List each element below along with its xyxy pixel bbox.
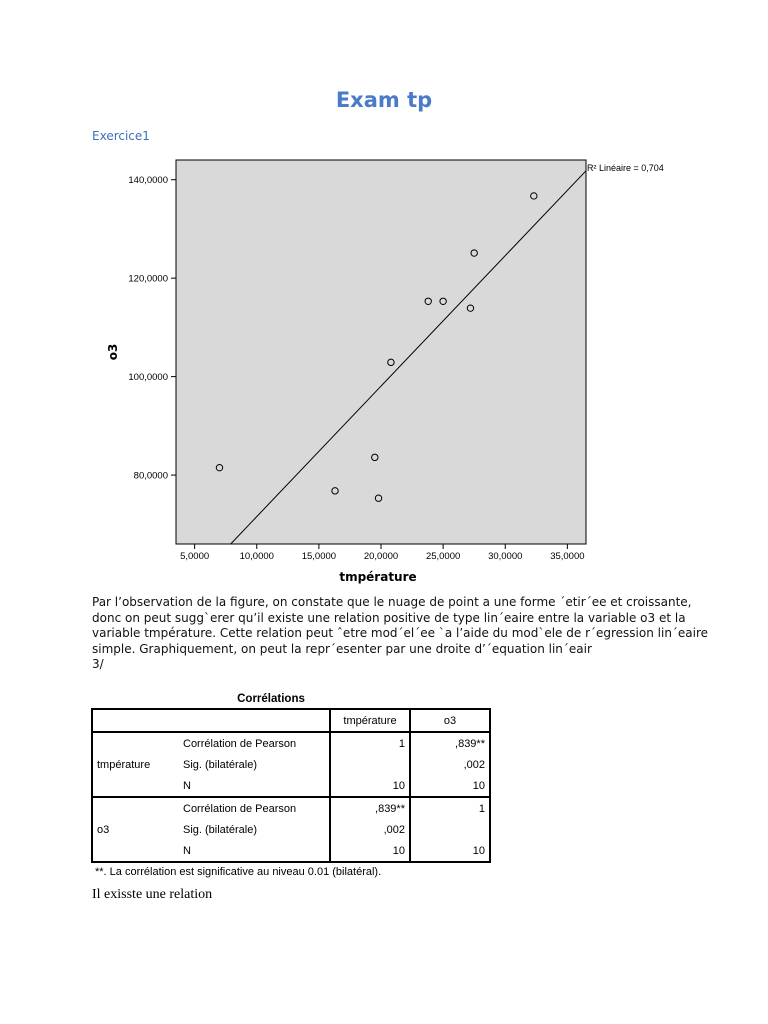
x-tick-label: 30,0000 [488, 551, 523, 562]
y-axis-label: o3 [106, 343, 120, 361]
column-header: tmpérature [330, 709, 410, 732]
paragraph-line: Par l’observation de la figure, on constate que le nuage de point a une forme ´etir´ee et croissante, [92, 595, 692, 609]
x-axis-label: tmpérature [339, 570, 417, 584]
correlation-table-title: Corrélations [237, 693, 305, 705]
statistic-label: Corrélation de Pearson [179, 732, 330, 754]
table-cell: ,002 [330, 819, 410, 840]
column-header: o3 [410, 709, 490, 732]
paragraph-line: 3/ [92, 657, 104, 671]
table-cell: 10 [410, 775, 490, 797]
table-cell: ,839** [410, 732, 490, 754]
answer-text: Il exisste une relation [92, 887, 213, 902]
statistic-label: N [179, 775, 330, 797]
table-cell: 10 [410, 840, 490, 862]
r-squared-annotation: R² Linéaire = 0,704 [587, 163, 664, 173]
correlation-table [91, 708, 491, 863]
statistic-label: N [179, 840, 330, 862]
statistic-label: Corrélation de Pearson [179, 797, 330, 819]
document-title: Exam tp [335, 88, 433, 112]
table-cell: 1 [330, 732, 410, 754]
x-tick-label: 15,0000 [301, 551, 337, 562]
table-cell: 10 [330, 775, 410, 797]
plot-area [176, 160, 586, 544]
statistic-label: Sig. (bilatérale) [179, 819, 330, 840]
table-cell [330, 754, 410, 775]
table-cell [410, 819, 490, 840]
x-tick-label: 10,0000 [239, 551, 274, 562]
table-row [92, 797, 490, 819]
y-tick-label: 100,0000 [128, 372, 168, 384]
x-tick-label: 25,0000 [425, 551, 461, 562]
statistic-label: Sig. (bilatérale) [179, 754, 330, 775]
y-tick-label: 80,0000 [133, 470, 168, 482]
table-cell: 10 [330, 840, 410, 862]
x-tick-label: 20,0000 [363, 551, 399, 562]
table-cell: ,002 [410, 754, 490, 775]
header-blank-cell [92, 709, 330, 732]
table-header-row [92, 709, 490, 732]
paragraph-line: variable tmpérature. Cette relation peut ˆetre mod´el´ee `a l’aide du mod`ele de r´egression lin´eaire [92, 626, 709, 640]
table-cell: 1 [410, 797, 490, 819]
correlation-footnote: **. La corrélation est significative au niveau 0.01 (bilatéral). [95, 866, 382, 878]
paragraph-line: simple. Graphiquement, on peut la repr´esenter par une droite d’´equation lin´eair [92, 641, 592, 656]
row-variable-label: tmpérature [92, 732, 179, 797]
y-tick-label: 140,0000 [128, 175, 168, 187]
table-row [92, 732, 490, 754]
row-variable-label: o3 [92, 797, 179, 862]
x-tick-label: 35,0000 [550, 551, 585, 562]
y-tick-label: 120,0000 [128, 273, 168, 285]
table-cell: ,839** [330, 797, 410, 819]
paragraph-line: donc on peut sugg`erer qu’il existe une relation positive de type lin´eaire entre la variable o3 et la [92, 610, 686, 625]
exercise-heading: Exercice1 [92, 129, 150, 143]
x-tick-label: 5,0000 [180, 551, 210, 562]
observation-paragraph [92, 595, 709, 673]
